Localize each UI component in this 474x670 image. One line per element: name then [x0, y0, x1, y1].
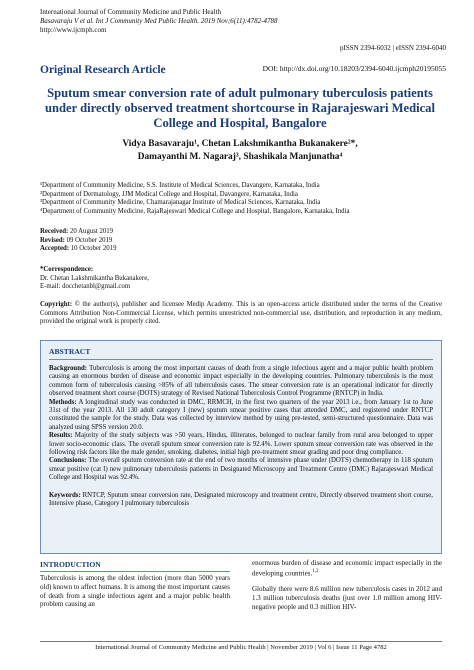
doi-link[interactable]: DOI: http://dx.doi.org/10.18203/2394-6040.ijcmph20195055 [262, 64, 446, 73]
correspondence-label: *Correspondence: [40, 266, 94, 273]
affiliation-3: ³Department of Community Medicine, Chamarajanagar Institute of Medical Sciences, Karnataka, India [40, 199, 321, 207]
abstract-conclusions: Conclusions: The overall sputum conversion rate at the end of two months of intensive phase under (DOTS) chemotherapy in 118 sputum smear positive (cat I) new pulmonary tuberculosis patients in Designated Microscopy and Treatment Centre (DMC) Rajarajeswari Medical College and Hospital was 92.4%. [49, 457, 433, 482]
received-date: Received: 20 August 2019 [40, 228, 114, 235]
affiliation-4: ⁴Department of Community Medicine, RajaRajeswari Medical College and Hospital, Bangalore, Karnataka, India [40, 207, 350, 215]
journal-name: International Journal of Community Medicine and Public Health [40, 8, 221, 16]
introduction-column-1: Tuberculosis is among the oldest infection (more than 5000 years old) known to affect humans. It is among the most important causes of death from a single infectious agent and a major public health problem causing an [40, 574, 231, 609]
intro-paragraph-2: Globally there were 8.6 million new tuberculosis cases in 2012 and 1.3 million tuberculosis deaths (just over 1.0 million among HIV-negative people and 0.3 million HIV- [252, 584, 442, 611]
citation-ref[interactable]: 1,2 [312, 568, 319, 574]
introduction-heading: INTRODUCTION [40, 560, 230, 572]
author-line-1: Vidya Basavaraju¹, Chetan Lakshmikantha Bukanakere²*, [122, 139, 358, 149]
abstract-results: Results: Majority of the study subjects was >50 years, Hindus, illiterates, belonged to nuclear family from rural area belonged to upper lower socio-economic class. The overall sputum smear conversion rate is 92.4%. Lower sputum smear conversion rate was observed in the following risk factors like the male gender, smoking, diabetes, initial high pre-treatment smear grading and poor drug compliance. [49, 432, 433, 457]
intro-paragraph-continued: enormous burden of disease and economic impact especially in the developing countries.$^{1,2}$ [252, 559, 442, 578]
correspondence-name: Dr. Chetan Lakshmikantha Bukanakere, [40, 274, 149, 282]
affiliation-1: ¹Department of Community Medicine, S.S. Institute of Medical Sciences, Davangere, Karnataka, India [40, 182, 320, 189]
correspondence-email[interactable]: E-mail: docchetanbl@gmail.com [40, 283, 131, 291]
revised-date: Revised: 09 October 2019 [40, 236, 113, 244]
introduction-column-2 [252, 559, 442, 611]
issn-line: pISSN 2394-6032 | eISSN 2394-6040 [339, 44, 446, 52]
abstract-background: Background: Tuberculosis is among the most important causes of death from a single infectious agent and a major public health problem causing an enormous burden of disease and economic impact especially in the developing countries. Pulmonary tuberculosis is the most common form of tuberculosis causing >85% of all tuberculosis cases. The smear conversion rate is an operational indicator for directly observed treatment short course (DOTS) strategy of Revised National Tuberculosis Control Programme (RNTCP) in India. [49, 365, 433, 398]
citation-line: Basavaraju V et al. Int J Community Med Public Health. 2019 Nov;6(11):4782-4788 [40, 17, 278, 25]
article-type: Original Research Article [40, 64, 166, 76]
abstract-box [40, 340, 442, 554]
abstract-keywords: Keywords: RNTCP, Sputum smear conversion rate, Designated microscopy and treatment centre, Directly observed treatment short course, Intensive phase, Category I pulmonary tuberculosis [49, 491, 433, 508]
article-dates [40, 228, 116, 254]
affiliation-2: ²Department of Dermatology, JJM Medical College and Hospital, Davangere, Karnataka, India [40, 190, 298, 198]
journal-url[interactable]: http://www.ijcmph.com [40, 26, 107, 34]
author-list [40, 138, 440, 164]
accepted-date: Accepted: 10 October 2019 [40, 245, 117, 253]
journal-header [40, 8, 278, 35]
affiliations [40, 182, 440, 216]
correspondence [40, 266, 149, 292]
copyright-notice: Copyright: © the author(s), publisher and licensee Medip Academy. This is an open-access article distributed under the terms of the Creative Commons Attribution Non-Commercial License, which permits unrestricted non-commercial use, distribution, and reproduction in any medium, provided the original work is properly cited. [40, 301, 442, 326]
paper-title: Sputum smear conversion rate of adult pulmonary tuberculosis patients under directly observed treatment shortcourse in Rajarajeswari Medical College and Hospital, Bangalore [45, 86, 435, 130]
abstract-methods: Methods: A longitudinal study was conducted in DMC, RRMCH, in the first two quarters of the year 2013 i.e., from January 1st to June 31st of the year 2013. All 130 adult category I (new) sputum smear positive cases that attended DMC, and registered under RNTCP constituted the sample for the study. Data was collected by interview method by using pre-tested, semi-structured questionnaire. Data was analyzed using SPSS version 20.0. [49, 398, 433, 431]
author-line-2: Damayanthi M. Nagaraj³, Shashikala Manjunatha⁴ [137, 152, 343, 162]
page-footer: International Journal of Community Medicine and Public Health | November 2019 | Vol 6 | Issue 11 Page 4782 [40, 641, 442, 651]
abstract-heading: ABSTRACT [49, 347, 433, 360]
